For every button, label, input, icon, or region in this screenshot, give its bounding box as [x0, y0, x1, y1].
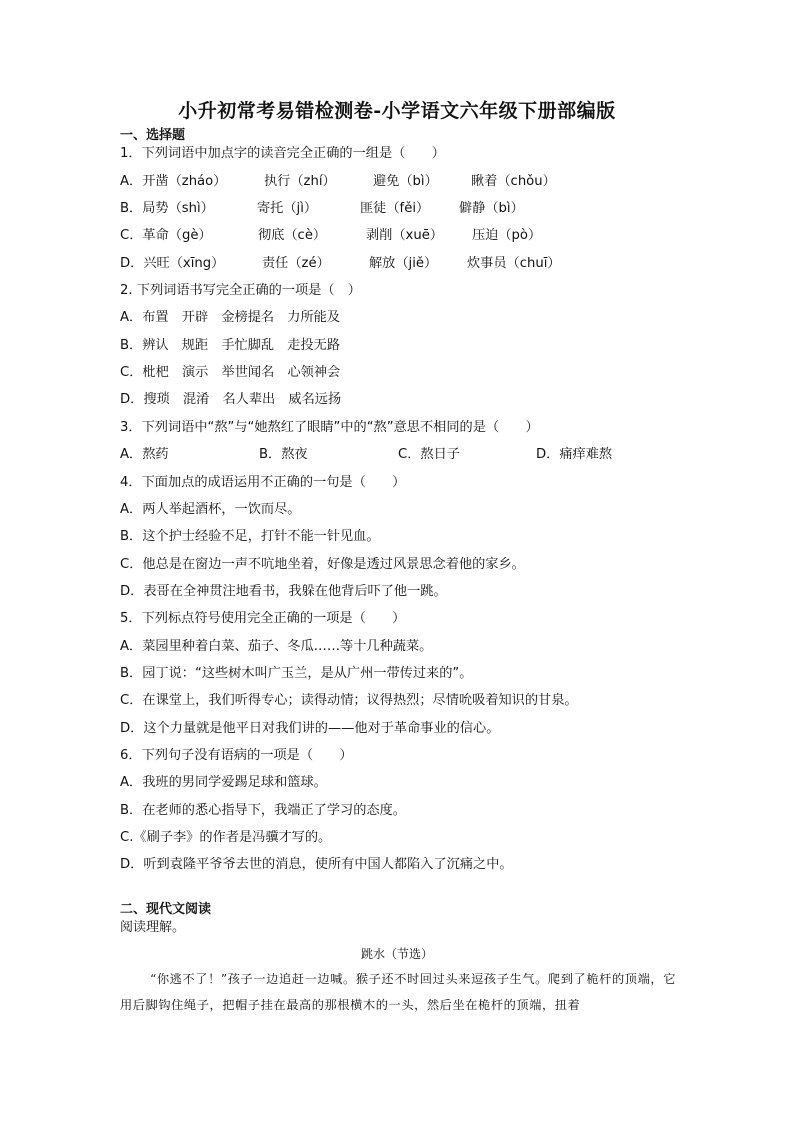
- q6-option: D．听到袁隆平爷爷去世的消息，使所有中国人都陷入了沉痛之中。: [120, 857, 513, 872]
- section-heading-reading: 二、现代文阅读: [120, 902, 212, 917]
- q2-option: A．布置 开辟 金榜提名 力所能及: [120, 310, 341, 325]
- q1-option: 解放（jiě）: [369, 256, 438, 271]
- q1-option: D．兴旺（xīng）: [120, 256, 225, 271]
- question-3-stem: 3．下列词语中“熬”与“她熬红了眼睛”中的“熬”意思不相同的是（ ）: [120, 420, 539, 435]
- q5-option: C．在课堂上，我们听得专心；读得动情；议得热烈；尽情吮吸着知识的甘泉。: [120, 693, 578, 708]
- question-6-stem: 6．下列句子没有语病的一项是（ ）: [120, 748, 353, 763]
- q3-option: D．痛痒难熬: [536, 447, 613, 462]
- q4-option: B．这个护士经验不足，打针不能一针见血。: [120, 529, 380, 544]
- q1-option: 压迫（pò）: [472, 228, 542, 243]
- passage-text: “你逃不了！”孩子一边追赶一边喊。猴子还不时回过头来逗孩子生气。爬到了桅杆的顶端，它用后脚钩住绳子，把帽子挂在最高的那根横木的一头，然后坐在桅杆的顶端，扭着: [120, 972, 676, 1012]
- q3-option: B．熬夜: [259, 447, 308, 462]
- q1-option: B．局势（shì）: [120, 201, 214, 216]
- page-title: 小升初常考易错检测卷-小学语文六年级下册部编版: [178, 100, 616, 122]
- q2-option: C．枇杷 演示 举世闻名 心领神会: [120, 365, 341, 380]
- question-1-stem: 1．下列词语中加点字的读音完全正确的一组是（ ）: [120, 146, 445, 161]
- q2-option: D．搜琐 混淆 名人辈出 威名远扬: [120, 392, 342, 407]
- reading-instruction: 阅读理解。: [120, 920, 186, 935]
- question-4-stem: 4．下面加点的成语运用不正确的一句是（ ）: [120, 475, 406, 490]
- question-5-stem: 5．下列标点符号使用完全正确的一项是（ ）: [120, 611, 406, 626]
- q6-option: B．在老师的悉心指导下，我端正了学习的态度。: [120, 803, 406, 818]
- q5-option: A．菜园里种着白菜、茄子、冬瓜……等十几种蔬菜。: [120, 639, 433, 654]
- q1-option: 执行（zhí）: [264, 174, 336, 189]
- q4-option: C．他总是在窗边一声不吭地坐着，好像是透过风景思念着他的家乡。: [120, 557, 525, 572]
- q1-option: 避免（bì）: [373, 174, 438, 189]
- passage-title: 跳水（节选）: [360, 947, 433, 961]
- q3-option: C．熬日子: [398, 447, 460, 462]
- q5-option: B．园丁说：“这些树木叫广玉兰，是从广州一带传过来的”。: [120, 666, 473, 681]
- q3-option: A．熬药: [120, 447, 169, 462]
- q4-option: D．表哥在全神贯注地看书，我躲在他背后吓了他一跳。: [120, 584, 447, 599]
- q2-option: B．辨认 规距 手忙脚乱 走投无路: [120, 338, 341, 353]
- q4-option: A．两人举起酒杯，一饮而尽。: [120, 502, 301, 517]
- q1-option: 剥削（xuē）: [366, 228, 444, 243]
- q1-option: 匪徒（fěi）: [360, 201, 430, 216]
- q6-option: A．我班的男同学爱踢足球和篮球。: [120, 775, 327, 790]
- q1-option: 寄托（jì）: [257, 201, 318, 216]
- q1-option: 瞅着（chǒu）: [471, 174, 556, 189]
- question-2-stem: 2. 下列词语书写完全正确的一项是（ ）: [120, 283, 361, 298]
- section-heading-choice: 一、选择题: [120, 128, 186, 143]
- q1-option: 彻底（cè）: [258, 228, 327, 243]
- q1-option: 炊事员（chuī）: [467, 256, 561, 271]
- q6-option: C.《刷子李》的作者是冯骥才写的。: [120, 830, 332, 845]
- q1-option: A．开凿（zháo）: [120, 174, 227, 189]
- q1-option: C．革命（gè）: [120, 228, 212, 243]
- q5-option: D．这个力量就是他平日对我们讲的——他对于革命事业的信心。: [120, 721, 500, 736]
- q1-option: 僻静（bì）: [459, 201, 524, 216]
- q1-option: 责任（zé）: [262, 256, 330, 271]
